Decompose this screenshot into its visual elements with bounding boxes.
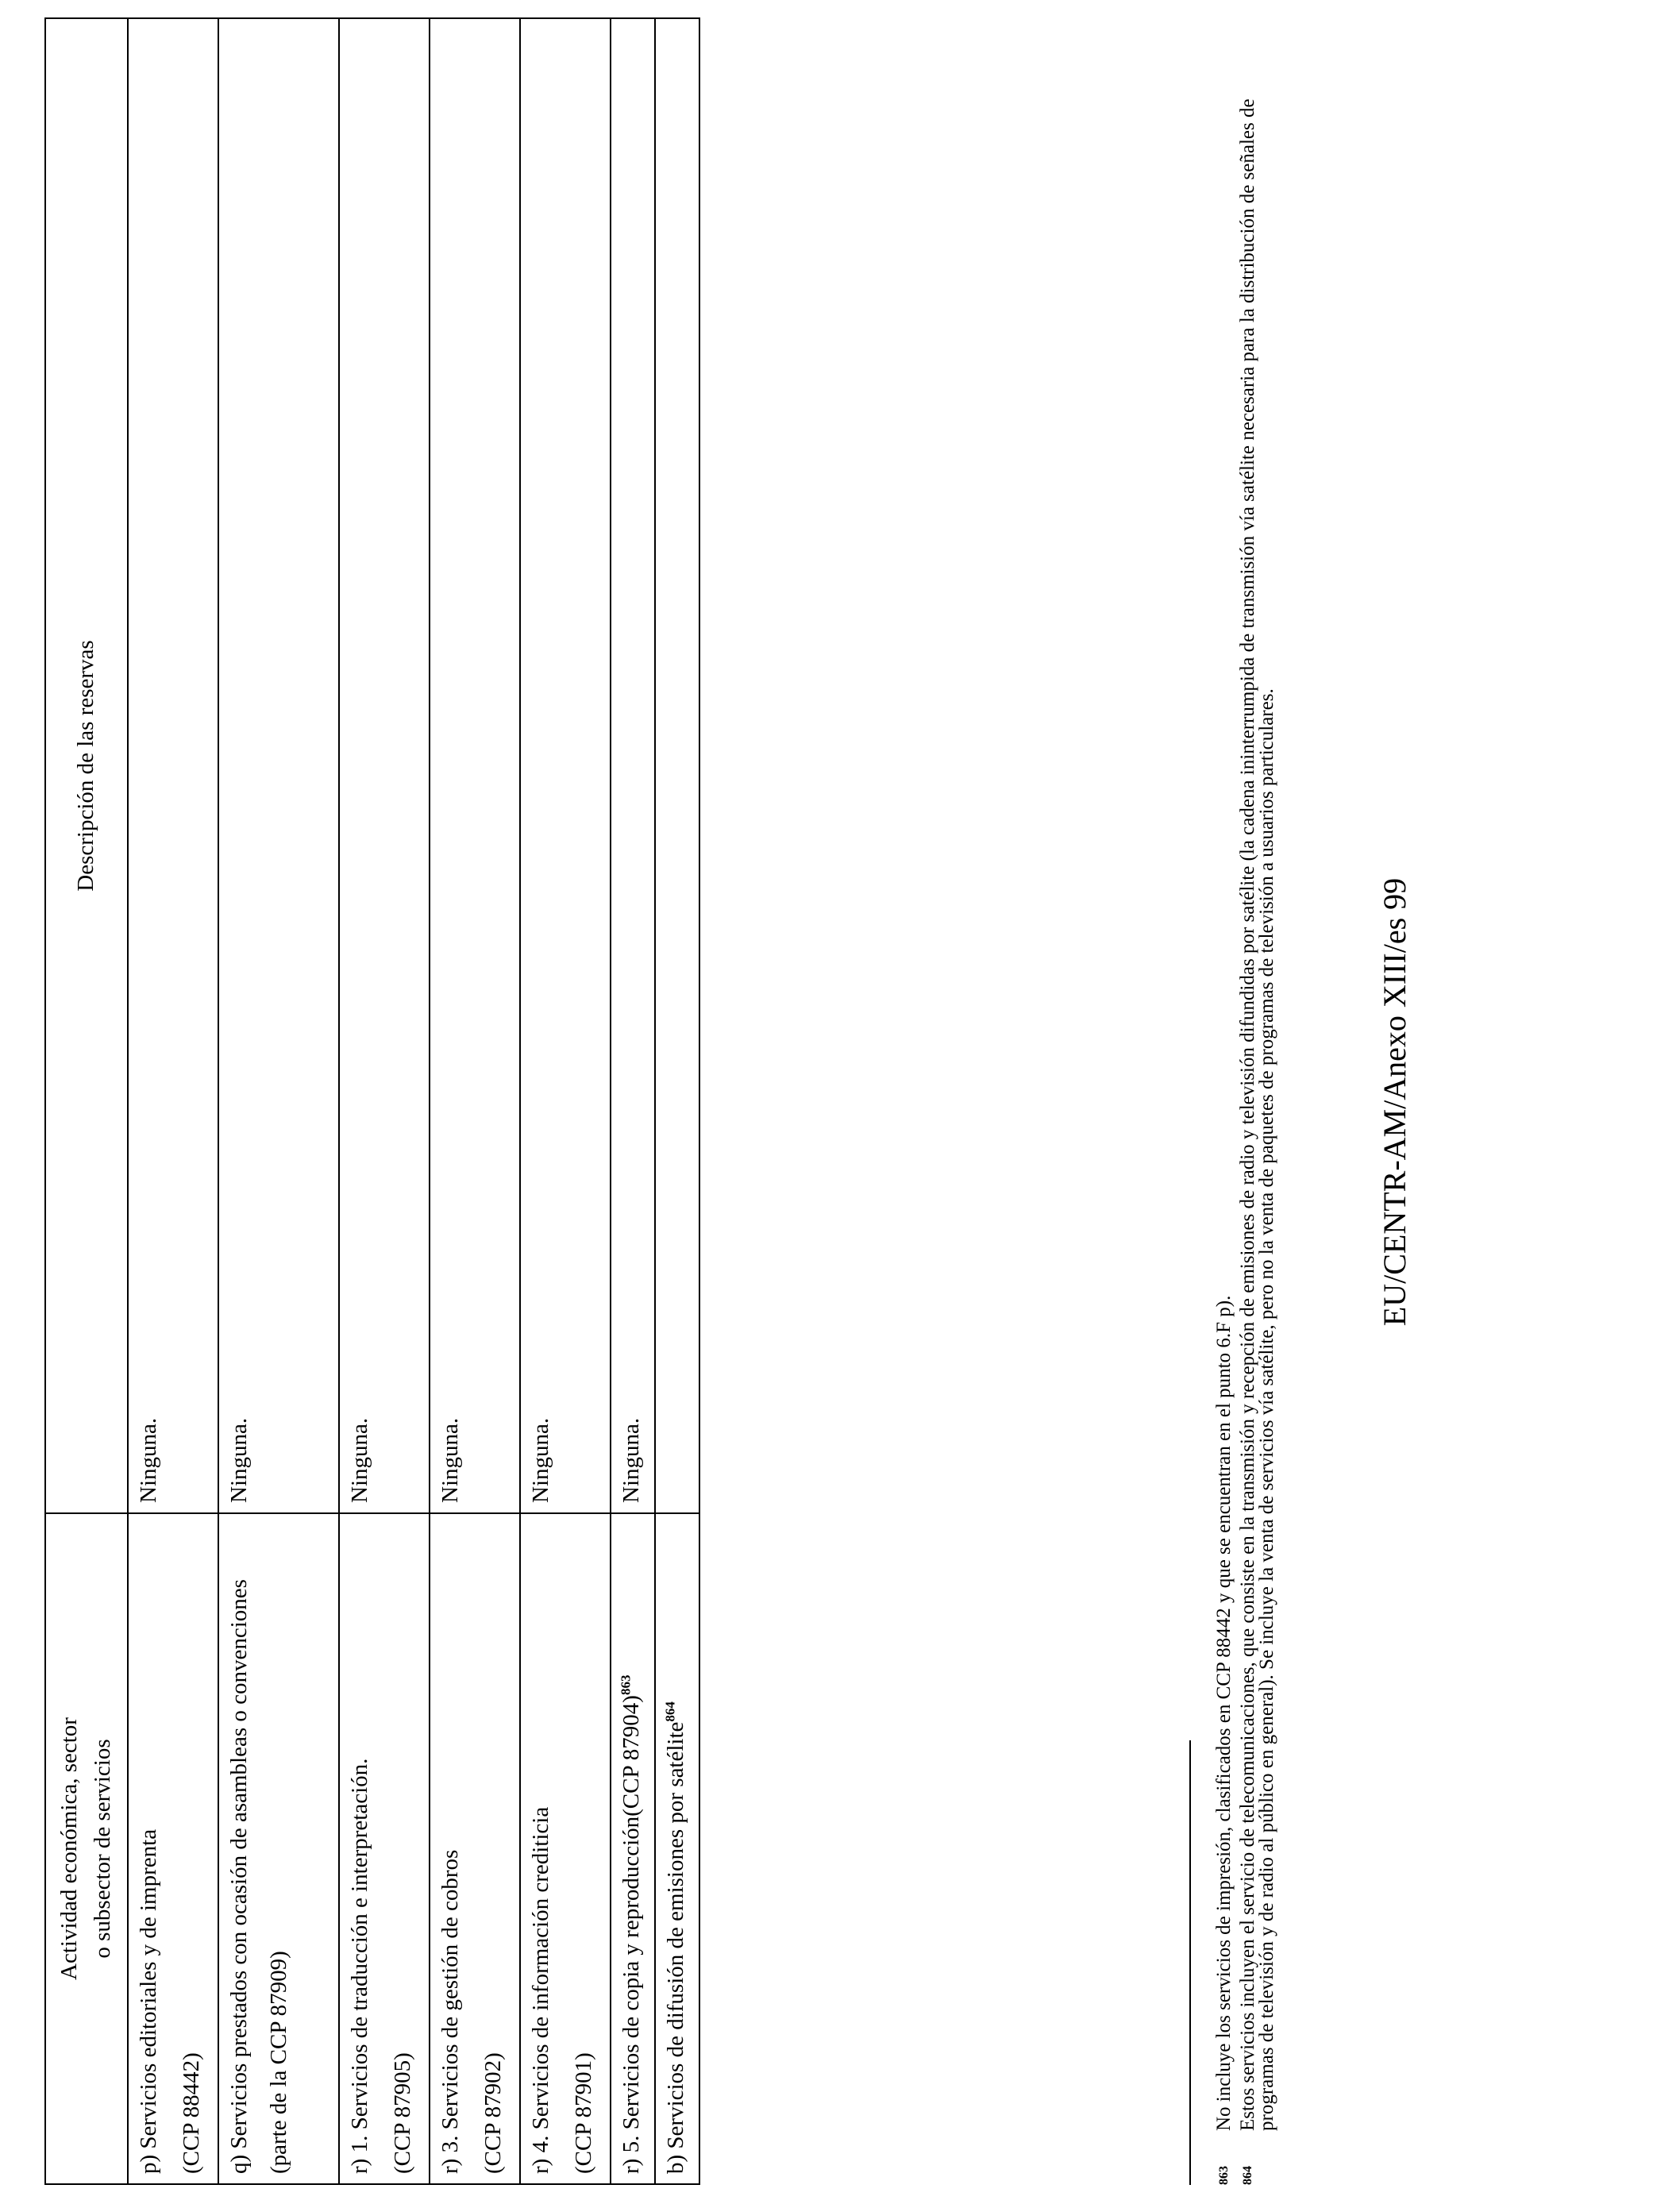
sector-cell (520, 1513, 611, 2184)
sector-code: (CCP 87901) (571, 2052, 596, 2174)
footnote-ref: 863 (618, 1674, 634, 1696)
footnote-divider (1189, 1740, 1191, 2185)
sector-cell (218, 1513, 339, 2184)
table-row (218, 18, 339, 2184)
reserva-cell: Ninguna. (430, 18, 520, 1513)
sector-code: (CCP 88442) (179, 2052, 204, 2174)
sector-name: r) 5. Servicios de copia y reproducción(CCP 87904) (618, 1695, 644, 2174)
sector-cell (339, 1513, 430, 2184)
reserva-cell: Ninguna. (611, 18, 655, 1513)
footnote-text: No incluye los servicios de impresión, clasificados en CCP 88442 y que se encuentran en el punto 6.F p). (1213, 1295, 1235, 2131)
footnote-ref: 864 (662, 1701, 678, 1722)
sector-cell (611, 1513, 655, 2184)
sector-cell (655, 1513, 699, 2184)
reserva-cell: Ninguna. (520, 18, 611, 1513)
page-footer: EU/CENTR-AM/Anexo XIII/es 99 (1377, 877, 1412, 1327)
header-sector-line2: o subsector de servicios (90, 1739, 115, 1959)
footnote-number: 864 (1241, 2166, 1254, 2185)
sector-name: r) 3. Servicios de gestión de cobros (437, 1849, 463, 2174)
sector-name: b) Servicios de difusión de emisiones por satélite (663, 1721, 688, 2174)
table-row (611, 18, 655, 2184)
reserva-cell: Ninguna. (218, 18, 339, 1513)
reservations-table (44, 17, 700, 2185)
sector-name: q) Servicios prestados con ocasión de asambleas o convenciones (226, 1579, 252, 2174)
footnote-text: Estos servicios incluyen el servicio de telecomunicaciones, que consiste en la transmisión y recepción de emisiones de radio y televisión difundidas por satélite (la cadena ininterrumpida de transmisión vía satélite necesaria para la distribución de señales de programas de televisión y de radio al público en general). Se incluye la venta de servicios vía satélite, pero no la venta de paquetes de programas de televisión a usuarios particulares. (1237, 98, 1277, 2131)
table-header-row (45, 18, 128, 2184)
sector-code: (CCP 87902) (480, 2052, 506, 2174)
reserva-cell (655, 18, 699, 1513)
table-row (128, 18, 218, 2184)
table-row (430, 18, 520, 2184)
sector-code: (CCP 87905) (390, 2052, 415, 2174)
sector-name: r) 4. Servicios de información crediticia (528, 1806, 553, 2174)
sector-code: (parte de la CCP 87909) (266, 1951, 291, 2174)
header-reservas: Descripción de las reservas (45, 18, 128, 1513)
sector-cell (128, 1513, 218, 2184)
sector-name: p) Servicios editoriales y de imprenta (136, 1828, 161, 2174)
reserva-cell: Ninguna. (339, 18, 430, 1513)
table-row (655, 18, 699, 2184)
table-row (339, 18, 430, 2184)
table-row (520, 18, 611, 2184)
sector-name: r) 1. Servicios de traducción e interpretación. (347, 1758, 372, 2174)
reserva-cell: Ninguna. (128, 18, 218, 1513)
header-sector-line1: Actividad económica, sector (56, 1717, 82, 1980)
footnote-number: 863 (1217, 2166, 1231, 2185)
header-sector (45, 1513, 128, 2184)
sector-cell (430, 1513, 520, 2184)
